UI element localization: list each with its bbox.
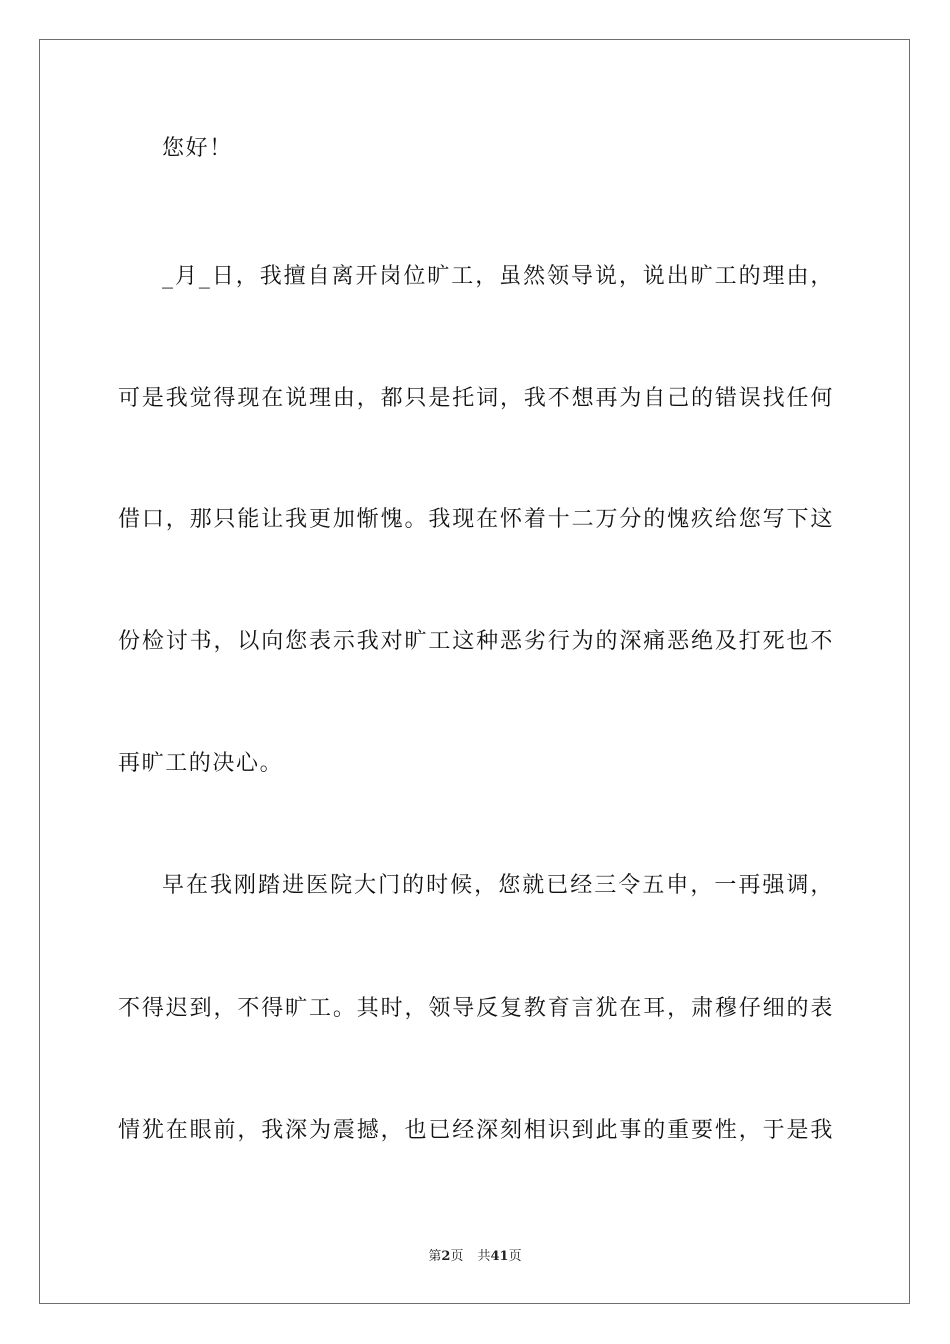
paragraph-1-line-3: 借口，那只能让我更加惭愧。我现在怀着十二万分的愧疚给您写下这 (118, 507, 834, 532)
paragraph-1-line-2: 可是我觉得现在说理由，都只是托词，我不想再为自己的错误找任何 (118, 386, 834, 411)
greeting-line: 您好！ (162, 136, 233, 161)
total-suffix: 页 (508, 1249, 522, 1264)
total-pages: 41 (490, 1249, 509, 1264)
page-prefix: 第 (428, 1249, 442, 1264)
paragraph-1-line-5: 再旷工的决心。 (118, 751, 284, 776)
paragraph-1-line-1: _月_日，我擅自离开岗位旷工，虽然领导说，说出旷工的理由， (162, 264, 834, 289)
paragraph-2-line-2: 不得迟到，不得旷工。其时，领导反复教育言犹在耳，肃穆仔细的表 (118, 996, 834, 1021)
paragraph-2-line-3: 情犹在眼前，我深为震撼，也已经深刻相识到此事的重要性，于是我 (118, 1118, 834, 1143)
page-number: 2 (441, 1249, 451, 1264)
page-border (39, 39, 910, 1304)
paragraph-2-line-1: 早在我刚踏进医院大门的时候，您就已经三令五申，一再强调， (162, 873, 834, 898)
paragraph-1-line-4: 份检讨书，以向您表示我对旷工这种恶劣行为的深痛恶绝及打死也不 (118, 629, 834, 654)
page-footer (0, 1248, 950, 1266)
total-prefix: 共 (477, 1249, 491, 1264)
page-suffix: 页 (450, 1249, 464, 1264)
